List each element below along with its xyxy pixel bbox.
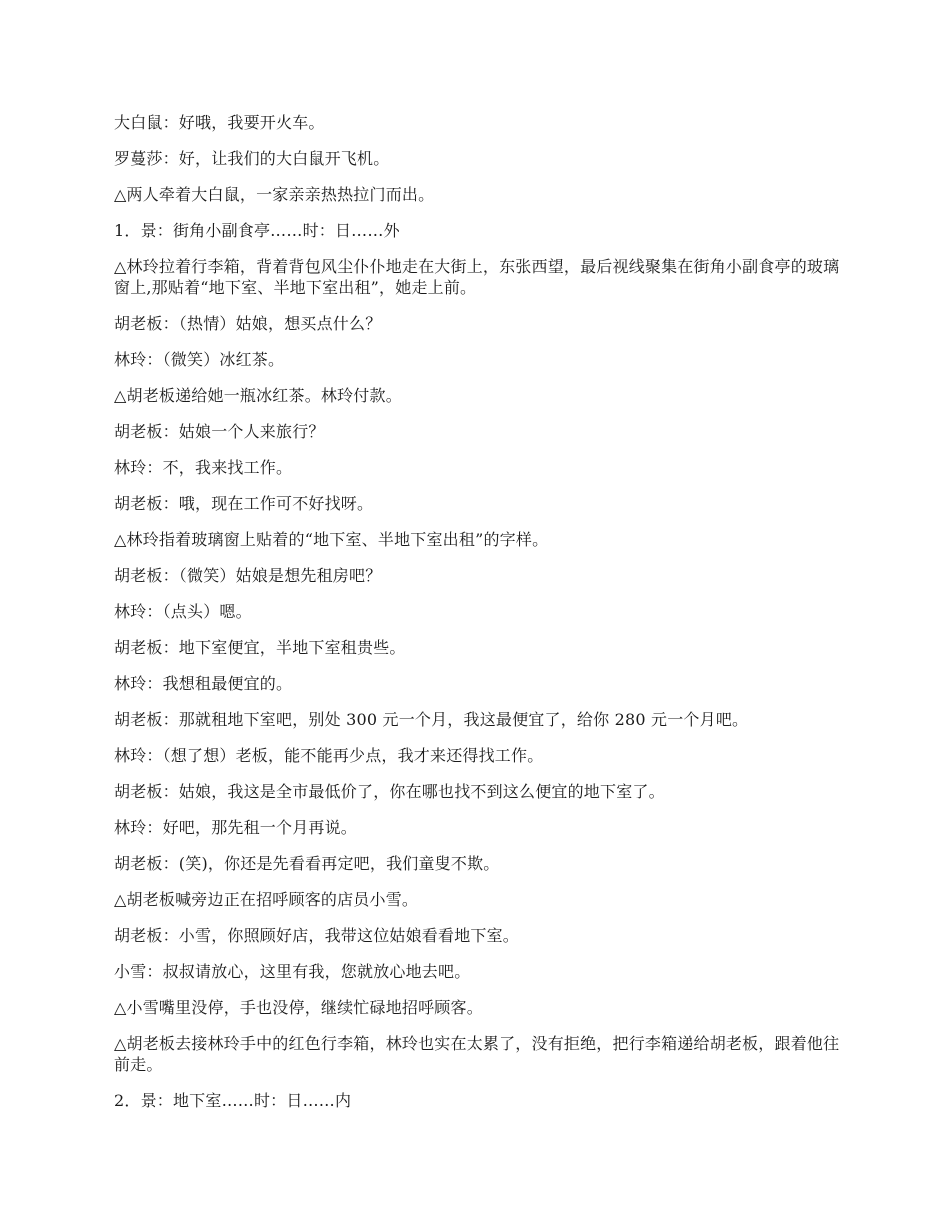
stage-direction: △胡老板喊旁边正在招呼顾客的店员小雪。 [114,890,419,909]
script-line: 林玲：（微笑）冰红茶。 [114,350,285,369]
scene-heading: 1．景：街角小副食亭……时：日……外 [114,221,400,240]
script-line: 林玲：好吧，那先租一个月再说。 [114,818,358,837]
script-line: 胡老板：地下室便宜，半地下室租贵些。 [114,638,406,657]
stage-direction: △两人牵着大白鼠，一家亲亲热热拉门而出。 [114,185,435,204]
stage-direction: △胡老板递给她一瓶冰红茶。林玲付款。 [114,386,402,405]
script-line: 胡老板：小雪，你照顾好店，我带这位姑娘看看地下室。 [114,926,520,945]
script-line: 胡老板：姑娘一个人来旅行？ [114,422,325,441]
stage-direction: △小雪嘴里没停，手也没停，继续忙碌地招呼顾客。 [114,998,483,1017]
script-line: 林玲：（想了想）老板，能不能再少点，我才来还得找工作。 [114,746,544,765]
script-line: 胡老板：（微笑）姑娘是想先租房吧？ [114,566,382,585]
stage-direction: △林玲指着玻璃窗上贴着的“地下室、半地下室出租”的字样。 [114,530,549,549]
script-line: 小雪：叔叔请放心，这里有我，您就放心地去吧。 [114,962,471,981]
script-line: 胡老板：姑娘，我这是全市最低价了，你在哪也找不到这么便宜的地下室了。 [114,782,665,801]
script-line: 胡老板：(笑)，你还是先看看再定吧，我们童叟不欺。 [114,854,500,873]
script-body [114,112,840,1126]
script-line: 胡老板：哦，现在工作可不好找呀。 [114,494,374,513]
stage-direction: △林玲拉着行李箱，背着背包风尘仆仆地走在大街上，东张西望，最后视线聚集在街角小副食亭的玻璃窗上,那贴着“地下室、半地下室出租”，她走上前。 [114,257,840,297]
script-line: 罗蔓莎：好，让我们的大白鼠开飞机。 [114,149,390,168]
script-line: 胡老板：那就租地下室吧，别处 300 元一个月，我这最便宜了，给你 280 元一个月吧。 [114,710,749,729]
script-line: 林玲：不，我来找工作。 [114,458,293,477]
scene-heading: 2．景：地下室……时：日……内 [114,1091,352,1110]
script-line: 胡老板：（热情）姑娘，想买点什么？ [114,314,382,333]
script-line: 大白鼠：好哦，我要开火车。 [114,113,325,132]
stage-direction: △胡老板去接林玲手中的红色行李箱，林玲也实在太累了，没有拒绝，把行李箱递给胡老板，跟着他往前走。 [114,1034,840,1074]
script-line: 林玲：我想租最便宜的。 [114,674,293,693]
script-line: 林玲：（点头）嗯。 [114,602,252,621]
